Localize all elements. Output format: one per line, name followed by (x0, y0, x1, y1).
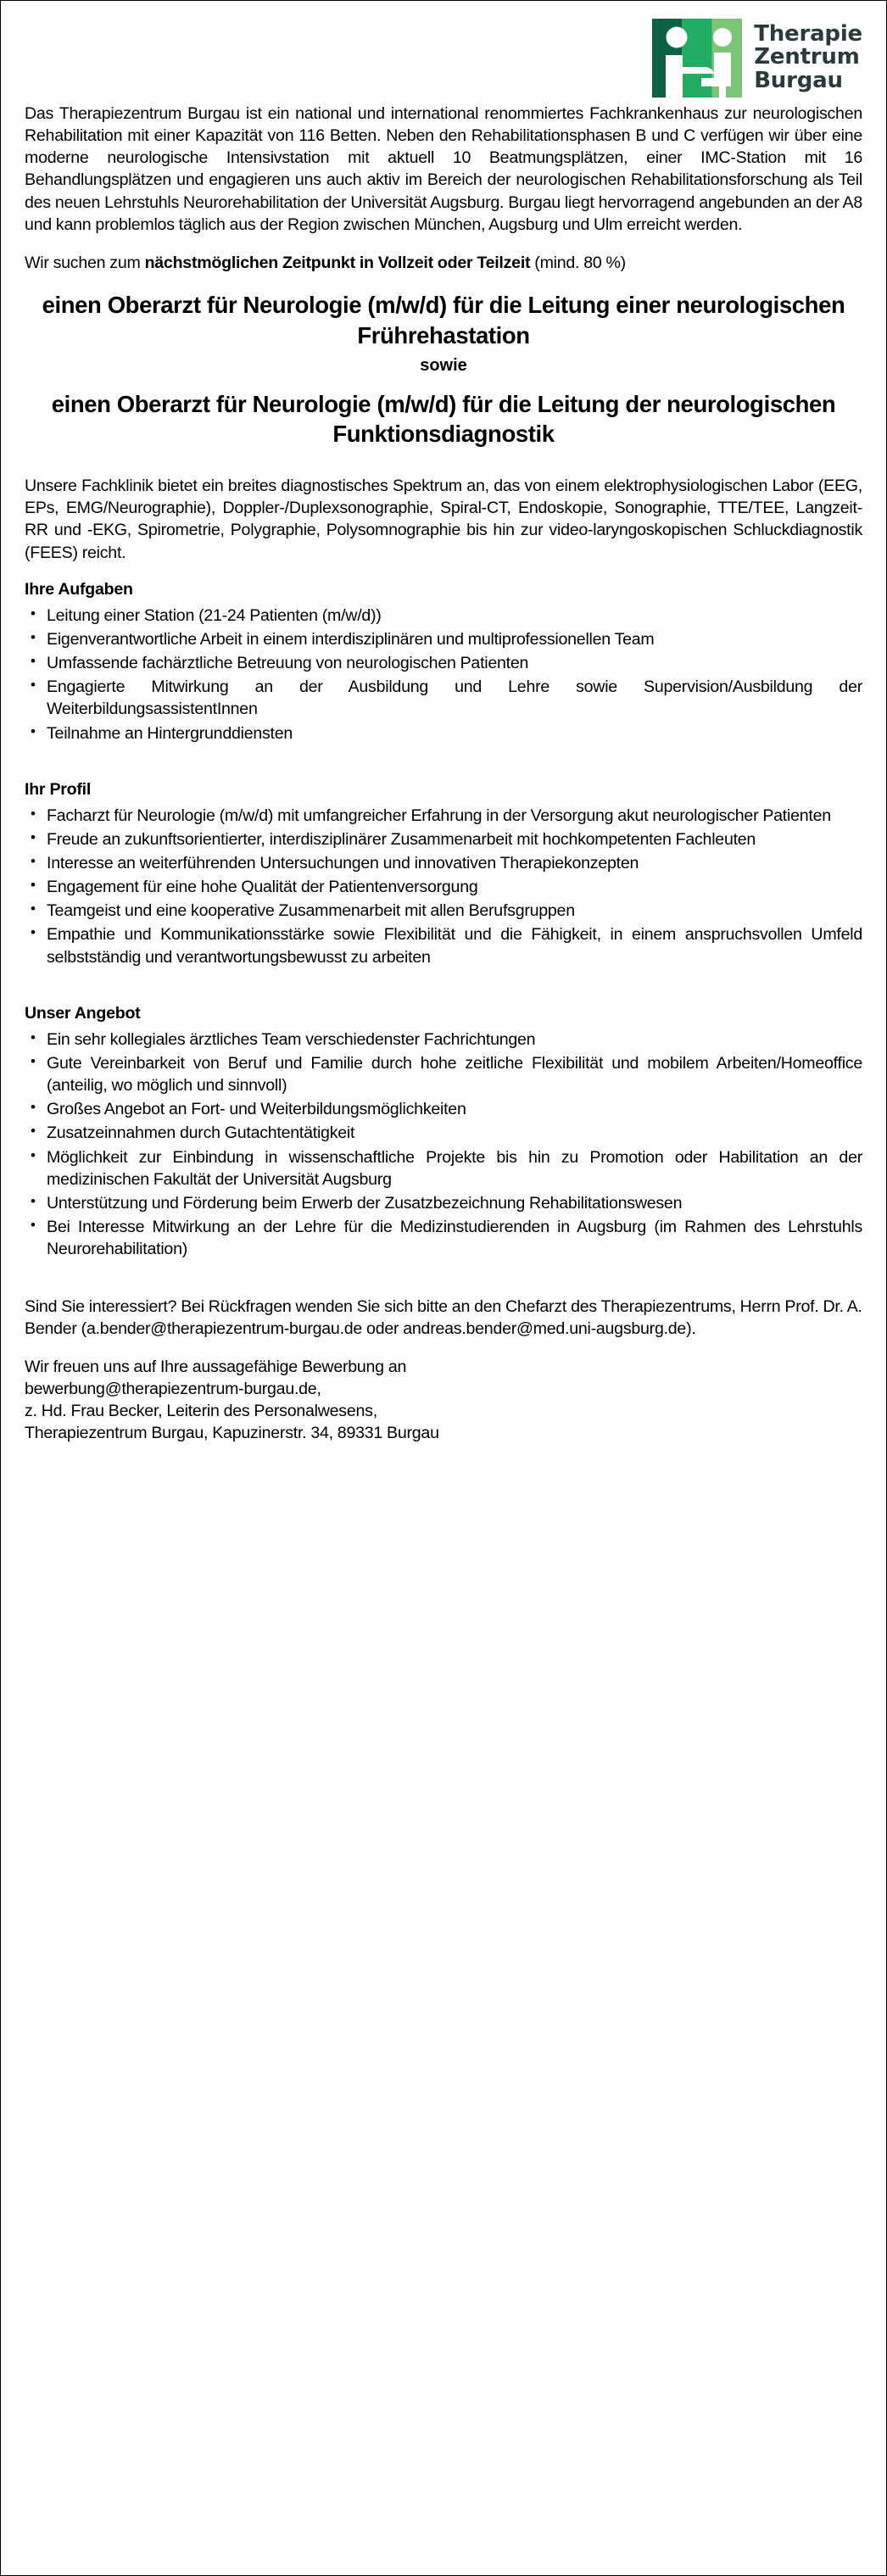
closing-section (25, 1296, 862, 1444)
list-item: • Interesse an weiterführenden Untersuchungen und innovativen Therapiekonzepten (25, 852, 862, 874)
diagnostic-spectrum-paragraph: Unsere Fachklinik bietet ein breites diagnostisches Spektrum an, das von einem elektrophysiologischen Labor (EEG, EPs, EMG/Neurographie), Doppler-/Duplexsonographie, Spiral-CT, Endoskopie, Sonographie, TTE/TEE, Langzeit-RR und -EKG, Spirometrie, Polygraphie, Polysomnographie bis hin zur video-laryngoskopischen Schluckdiagnostik (FEES) reicht. (25, 477, 862, 562)
section-list-profil (25, 805, 862, 968)
list-item: • Bei Interesse Mitwirkung an der Lehre für die Medizinstudierenden in Augsburg (im Rahmen des Lehrstuhls Neurorehabilitation) (25, 1216, 862, 1260)
page-header (1, 1, 886, 103)
job-title-connector: sowie (420, 355, 467, 375)
list-item: • Unterstützung und Förderung beim Erwerb der Zusatzbezeichnung Rehabilitationswesen (25, 1192, 862, 1214)
list-item: • Empathie und Kommunikationsstärke sowie Flexibilität und die Fähigkeit, in einem anspruchsvollen Umfeld selbstständig und verantwortungsbewusst zu arbeiten (25, 923, 862, 967)
job-title-primary: einen Oberarzt für Neurologie (m/w/d) für die Leitung einer neurologischen Frührehastation (42, 292, 845, 348)
spacer (25, 1279, 862, 1296)
section-list-aufgaben (25, 605, 862, 744)
list-item: • Umfassende fachärztliche Betreuung von neurologischen Patienten (25, 652, 862, 674)
list-item: • Ein sehr kollegiales ärztliches Team verschiedenster Fachrichtungen (25, 1029, 862, 1051)
list-item: • Gute Vereinbarkeit von Beruf und Familie durch hohe zeitliche Flexibilität und mobilem Arbeiten/Homeoffice (anteilig, wo möglich und sinnvoll) (25, 1052, 862, 1096)
logo-line-burgau: Burgau (754, 67, 843, 93)
seeking-suffix: (mind. 80 %) (530, 253, 626, 272)
list-item: • Engagement für eine hohe Qualität der Patientenversorgung (25, 876, 862, 898)
list-item: • Großes Angebot an Fort- und Weiterbildungsmöglichkeiten (25, 1098, 862, 1120)
advertisement-content (1, 103, 886, 1466)
section-heading-angebot: Unser Angebot (25, 1003, 141, 1023)
logo-wordmark (754, 23, 862, 92)
seeking-prefix: Wir suchen zum (25, 253, 145, 272)
apply-address: Therapiezentrum Burgau, Kapuzinerstr. 34, 89331 Burgau (25, 1424, 439, 1443)
logo-line-zentrum: Zentrum (754, 44, 860, 70)
logo-line-therapie: Therapie (754, 21, 862, 47)
apply-email: bewerbung@therapiezentrum-burgau.de, (25, 1379, 321, 1398)
list-item: • Teamgeist und eine kooperative Zusammenarbeit mit allen Berufsgruppen (25, 900, 862, 922)
intro-paragraph: Das Therapiezentrum Burgau ist ein national und international renommiertes Fachkrankenhaus zur neurologischen Rehabilitation mit einer Kapazität von 116 Betten. Neben den Rehabilitationsphasen B und C verfügen wir über eine moderne neurologische Intensivstation mit aktuell 10 Beatmungsplätzen, einer IMC-Station mit 16 Behandlungsplätzen und engagieren uns auch aktiv im Bereich der neurologischen Rehabilitationsforschung als Teil des neuen Lehrstuhls Neurorehabilitation der Universität Augsburg. Burgau liegt hervorragend angebunden an der A8 und kann problemlos täglich aus der Region zwischen München, Augsburg und Ulm erreicht werden. (25, 104, 862, 234)
section-heading-profil: Ihr Profil (25, 779, 92, 799)
application-block (25, 1356, 862, 1445)
apply-attention: z. Hd. Frau Becker, Leiterin des Personalwesens, (25, 1401, 377, 1420)
spacer (25, 987, 862, 1004)
spacer (25, 763, 862, 780)
therapiezentrum-burgau-logo-icon (652, 19, 742, 98)
apply-line-1: Wir freuen uns auf Ihre aussagefähige Bewerbung an (25, 1357, 407, 1376)
list-item: • Eigenverantwortliche Arbeit in einem interdisziplinären und multiprofessionellen Team (25, 628, 862, 650)
list-item: • Leitung einer Station (21-24 Patienten (m/w/d)) (25, 605, 862, 627)
list-item: • Möglichkeit zur Einbindung in wissenschaftliche Projekte bis hin zu Promotion oder Habilitation an der medizinischen Fakultät der Universität Augsburg (25, 1146, 862, 1190)
seeking-bold: nächstmöglichen Zeitpunkt in Vollzeit oder Teilzeit (144, 253, 531, 272)
section-heading-aufgaben: Ihre Aufgaben (25, 579, 133, 599)
list-item: • Facharzt für Neurologie (m/w/d) mit umfangreicher Erfahrung in der Versorgung akut neurologischer Patienten (25, 805, 862, 827)
list-item: • Freude an zukunftsorientierter, interdisziplinärer Zusammenarbeit mit hochkompetenten Fachleuten (25, 828, 862, 850)
list-item: • Engagierte Mitwirkung an der Ausbildung und Lehre sowie Supervision/Ausbildung der WeiterbildungsassistentInnen (25, 676, 862, 720)
company-logo (652, 19, 862, 98)
contact-paragraph: Sind Sie interessiert? Bei Rückfragen wenden Sie sich bitte an den Chefarzt des Therapiezentrums, Herrn Prof. Dr. A. Bender (a.bender@therapiezentrum-burgau.de oder andreas.bender@med.uni-augsburg.de). (25, 1297, 862, 1339)
spacer (25, 449, 862, 475)
job-title-secondary: einen Oberarzt für Neurologie (m/w/d) für die Leitung der neurologischen Funktionsdiagnostik (51, 390, 836, 448)
seeking-paragraph (25, 252, 862, 274)
section-list-angebot (25, 1029, 862, 1261)
list-item: • Zusatzeinnahmen durch Gutachtentätigkeit (25, 1122, 862, 1144)
list-item: • Teilnahme an Hintergrunddiensten (25, 722, 862, 744)
